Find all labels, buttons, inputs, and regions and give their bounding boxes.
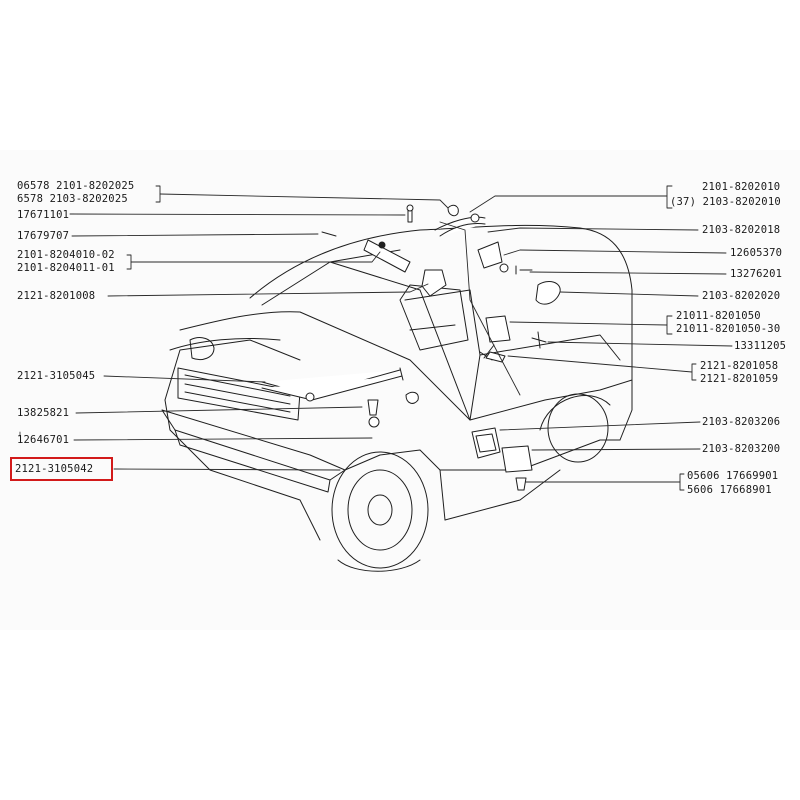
part-number-label: 6578 2103-8202025 [17,193,128,205]
part-number-label: 2101-8204011-01 [17,262,115,274]
part-number-label: 21011-8201050-30 [676,323,781,335]
part-number-label: 2101-8202010 [702,181,781,193]
part-number-label: 13276201 [730,268,783,280]
part-number-label: 05606 17669901 [687,470,779,482]
part-number-label: 12646701 [17,434,70,446]
part-number-label: 5606 17668901 [687,484,772,496]
part-number-label: 2121-8201059 [700,373,779,385]
part-number-label: 2103-8202020 [702,290,781,302]
part-number-label: 17679707 [17,230,70,242]
part-number-label: 2103-8202018 [702,224,781,236]
part-number-label: 13825821 [17,407,70,419]
highlighted-part-number-label[interactable]: 2121-3105042 [15,463,94,475]
part-number-label: 2121-3105045 [17,370,96,382]
part-number-label: 21011-8201050 [676,310,761,322]
scan-area [0,150,800,630]
part-number-label: 2103-8203206 [702,416,781,428]
part-number-label: 17671101 [17,209,70,221]
part-number-label: 2103-8203200 [702,443,781,455]
part-number-label: 13311205 [734,340,787,352]
part-number-label: 06578 2101-8202025 [17,180,135,192]
part-number-label: 12605370 [730,247,783,259]
part-number-label: 2121-8201008 [17,290,96,302]
part-number-label: 2101-8204010-02 [17,249,115,261]
part-number-label: (37) 2103-8202010 [670,196,781,208]
part-number-label: 2121-8201058 [700,360,779,372]
